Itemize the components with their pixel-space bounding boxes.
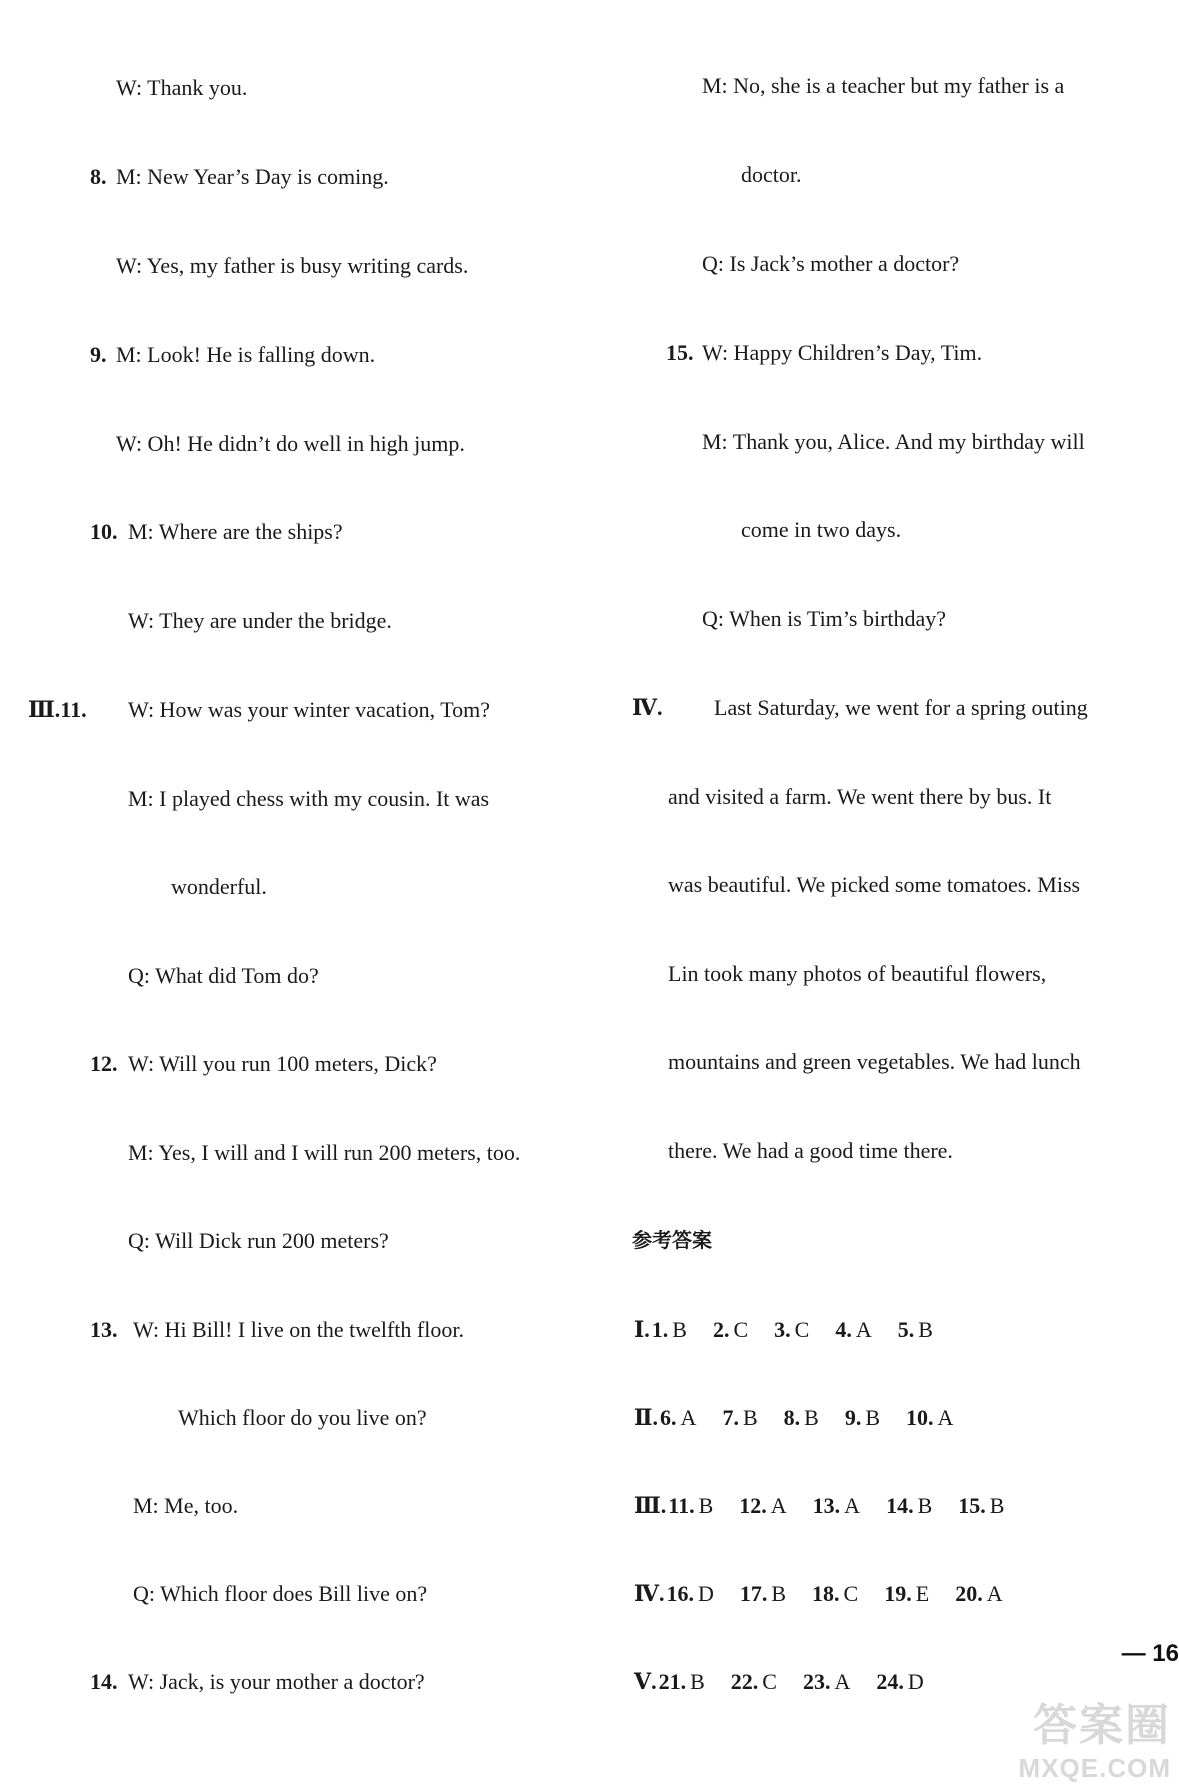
answer-question-number: 14. xyxy=(886,1493,914,1518)
answer-choice: B xyxy=(917,1493,933,1518)
watermark-logo xyxy=(1019,1689,1171,1784)
answer-item xyxy=(876,1668,923,1696)
answer-question-number: 17. xyxy=(739,1581,768,1606)
answer-choice: B xyxy=(865,1405,880,1430)
answer-choice: E xyxy=(915,1581,930,1606)
left-text-line: W: Hi Bill! I live on the twelfth floor. xyxy=(133,1317,464,1342)
answer-question-number: 24. xyxy=(876,1669,904,1694)
answer-question-number: 3. xyxy=(774,1317,791,1342)
answer-item xyxy=(660,1404,696,1432)
left-item-number: 13. xyxy=(90,1317,118,1342)
left-text-line: wonderful. xyxy=(171,874,267,899)
left-text-line: W: Will you run 100 meters, Dick? xyxy=(128,1051,437,1076)
left-text-line: Q: Will Dick run 200 meters? xyxy=(128,1228,389,1253)
right-text-line: was beautiful. We picked some tomatoes. Miss xyxy=(668,872,1081,897)
left-text-line: M: Where are the ships? xyxy=(128,519,343,544)
left-text-line: W: They are under the bridge. xyxy=(128,608,392,633)
answer-item xyxy=(666,1580,713,1608)
answer-item xyxy=(812,1580,858,1608)
answer-question-number: 2. xyxy=(712,1317,730,1342)
watermark-top: 答案圈 xyxy=(1033,1701,1171,1750)
left-text-line: W: Jack, is your mother a doctor? xyxy=(128,1669,425,1694)
right-text-line: come in two days. xyxy=(741,517,902,542)
answer-item xyxy=(803,1668,850,1696)
answers-heading: 参考答案 xyxy=(632,1228,712,1252)
answer-choice: A xyxy=(855,1317,872,1342)
answer-question-number: 6. xyxy=(660,1405,677,1430)
answer-row xyxy=(634,1580,1029,1608)
answer-question-number: 21. xyxy=(658,1669,687,1694)
answer-item xyxy=(784,1404,819,1432)
answer-question-number: 16. xyxy=(666,1581,694,1606)
left-text-line: M: Me, too. xyxy=(133,1493,239,1518)
answer-choice: C xyxy=(762,1669,777,1694)
left-text-line: Q: Which floor does Bill live on? xyxy=(133,1581,428,1606)
answer-row xyxy=(634,1492,1030,1520)
left-item-number: 12. xyxy=(90,1051,118,1076)
answer-row xyxy=(634,1668,950,1696)
left-text-line: W: Thank you. xyxy=(116,75,248,100)
answer-choice: A xyxy=(770,1493,787,1518)
answer-question-number: 5. xyxy=(897,1317,915,1342)
answer-choice: C xyxy=(843,1581,859,1606)
answer-choice: C xyxy=(733,1317,749,1342)
answer-choice: B xyxy=(672,1317,687,1342)
answer-question-number: 19. xyxy=(884,1581,912,1606)
answer-question-number: 11. xyxy=(668,1493,695,1518)
answer-section-numeral: Ⅰ. xyxy=(634,1317,650,1342)
left-item-number: 9. xyxy=(90,342,107,367)
answer-choice: A xyxy=(937,1405,954,1430)
left-text-line: M: New Year’s Day is coming. xyxy=(116,164,389,189)
left-text-line: W: How was your winter vacation, Tom? xyxy=(128,697,490,722)
answer-choice: B xyxy=(804,1405,819,1430)
answer-question-number: 23. xyxy=(802,1669,831,1694)
answer-choice: A xyxy=(844,1493,861,1518)
answer-question-number: 20. xyxy=(955,1581,983,1606)
answer-question-number: 4. xyxy=(835,1317,852,1342)
right-text-line: there. We had a good time there. xyxy=(668,1138,953,1163)
answer-item xyxy=(731,1668,777,1696)
answer-question-number: 1. xyxy=(651,1317,669,1342)
left-item-number: 14. xyxy=(90,1669,118,1694)
left-text-line: W: Yes, my father is busy writing cards. xyxy=(116,253,469,278)
left-item-number: 10. xyxy=(90,519,118,544)
right-text-line: W: Happy Children’s Day, Tim. xyxy=(702,340,983,365)
answer-choice: B xyxy=(690,1669,705,1694)
answer-question-number: 12. xyxy=(739,1493,767,1518)
answer-item xyxy=(955,1580,1002,1608)
answer-question-number: 15. xyxy=(958,1493,986,1518)
answer-section-numeral: Ⅴ. xyxy=(634,1669,657,1694)
answer-question-number: 7. xyxy=(722,1405,739,1430)
left-item-number: 8. xyxy=(90,164,107,189)
answer-choice: A xyxy=(986,1581,1003,1606)
answer-question-number: 22. xyxy=(730,1669,759,1694)
left-text-line: M: Yes, I will and I will run 200 meters, too. xyxy=(128,1140,521,1165)
answer-choice: B xyxy=(771,1581,787,1606)
answer-item xyxy=(722,1404,757,1432)
answer-item xyxy=(740,1580,786,1608)
left-text-line: M: Look! He is falling down. xyxy=(116,342,376,367)
watermark-url: MXQE.COM xyxy=(1018,1753,1171,1783)
answer-item xyxy=(713,1316,748,1344)
right-text-line: Last Saturday, we went for a spring outing xyxy=(714,695,1088,720)
answer-choice: C xyxy=(794,1317,810,1342)
left-text-line: W: Oh! He didn’t do well in high jump. xyxy=(116,431,465,456)
left-item-number: Ⅲ.11. xyxy=(28,697,87,722)
right-item-number: 15. xyxy=(666,340,694,365)
answer-choice: B xyxy=(918,1317,933,1342)
right-text-line: Q: Is Jack’s mother a doctor? xyxy=(702,251,960,276)
right-text-line: Q: When is Tim’s birthday? xyxy=(702,606,947,631)
answer-item xyxy=(813,1492,860,1520)
answer-item xyxy=(652,1316,687,1344)
answer-choice: B xyxy=(742,1405,758,1430)
answer-choice: A xyxy=(834,1669,851,1694)
answer-choice: D xyxy=(907,1669,924,1694)
answer-question-number: 18. xyxy=(812,1581,840,1606)
answer-item xyxy=(884,1580,929,1608)
answer-row xyxy=(634,1316,959,1344)
answer-choice: A xyxy=(680,1405,697,1430)
answer-item xyxy=(906,1404,953,1432)
answer-choice: B xyxy=(989,1493,1005,1518)
answer-item xyxy=(886,1492,932,1520)
answer-question-number: 10. xyxy=(906,1405,934,1430)
page-number: — 16 xyxy=(1121,1640,1179,1667)
answer-item xyxy=(739,1492,786,1520)
right-text-line: M: Thank you, Alice. And my birthday will xyxy=(702,429,1085,454)
answer-question-number: 9. xyxy=(844,1405,862,1430)
answer-item xyxy=(845,1404,880,1432)
answer-item xyxy=(659,1668,705,1696)
answer-item xyxy=(958,1492,1004,1520)
answer-item xyxy=(835,1316,871,1344)
right-text-line: M: No, she is a teacher but my father is a xyxy=(702,73,1065,98)
right-text-line: mountains and green vegetables. We had lunch xyxy=(668,1049,1081,1074)
right-text-line: doctor. xyxy=(741,162,802,187)
right-text-line: Lin took many photos of beautiful flowers, xyxy=(668,961,1047,986)
answer-section-numeral: Ⅱ. xyxy=(634,1405,659,1430)
answer-section-numeral: Ⅲ. xyxy=(634,1493,667,1518)
answer-question-number: 8. xyxy=(783,1405,801,1430)
answer-item xyxy=(668,1492,713,1520)
left-text-line: M: I played chess with my cousin. It was xyxy=(128,786,490,811)
answer-item xyxy=(774,1316,809,1344)
answer-choice: D xyxy=(697,1581,714,1606)
right-text-line: and visited a farm. We went there by bus. It xyxy=(668,784,1052,809)
answer-choice: B xyxy=(698,1493,714,1518)
answer-row xyxy=(634,1404,979,1432)
answer-item xyxy=(898,1316,933,1344)
left-text-line: Which floor do you live on? xyxy=(178,1405,427,1430)
left-text-line: Q: What did Tom do? xyxy=(128,963,319,988)
answer-question-number: 13. xyxy=(812,1493,841,1518)
right-item-number: Ⅳ. xyxy=(632,695,663,720)
answer-section-numeral: Ⅳ. xyxy=(634,1581,665,1606)
